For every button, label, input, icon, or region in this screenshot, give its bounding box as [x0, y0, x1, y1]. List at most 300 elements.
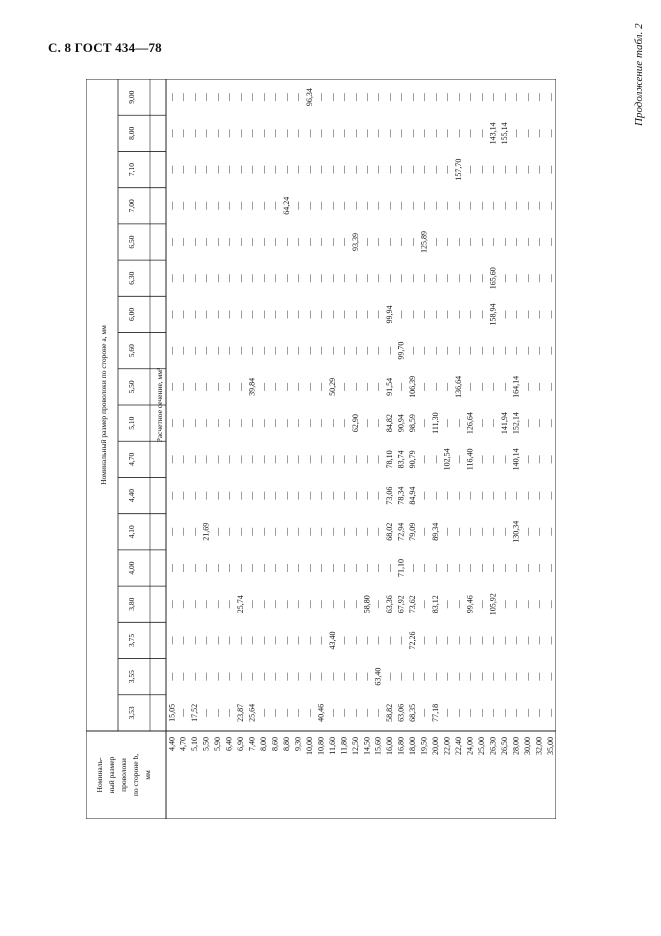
table-cell: — — [327, 93, 337, 102]
table-cell: — — [511, 564, 521, 572]
table-cell: — — [316, 310, 326, 319]
table-cell: 106,39 — [408, 375, 418, 398]
table-cell: — — [362, 274, 372, 283]
table-cell: — — [339, 419, 349, 428]
table-cell: 136,64 — [454, 375, 464, 398]
table-cell: — — [281, 708, 291, 717]
table-cell: — — [339, 636, 349, 645]
table-cell: — — [259, 419, 269, 428]
column-header: 7,00 — [127, 199, 136, 213]
table-cell: 67,92 — [396, 595, 406, 614]
table-cell: — — [201, 129, 211, 138]
table-cell: 165,60 — [488, 267, 498, 290]
table-cell: — — [304, 129, 314, 138]
table-continuation-label: Продолжение табл. 2 — [633, 23, 645, 126]
table-cell: — — [442, 274, 452, 283]
table-cell: — — [373, 419, 383, 428]
table-cell: — — [236, 310, 246, 319]
table-cell: — — [419, 201, 429, 210]
table-cell: — — [190, 455, 200, 464]
table-cell: — — [247, 165, 257, 174]
row-label: 10,00 — [304, 737, 314, 755]
table-cell: — — [373, 310, 383, 319]
table-cell: — — [350, 527, 360, 536]
table-cell: — — [213, 310, 223, 319]
row-label: 25,00 — [476, 737, 486, 755]
table-cell: — — [190, 600, 200, 609]
table-cell: — — [213, 382, 223, 391]
table-cell: — — [488, 238, 498, 246]
table-cell: — — [236, 165, 246, 174]
table-cell: — — [499, 382, 509, 391]
table-cell: — — [247, 600, 257, 609]
table-cell: — — [545, 201, 555, 210]
rotated-table — [86, 79, 556, 819]
table-cell: — — [224, 672, 234, 681]
table-cell: — — [316, 93, 326, 102]
table-cell: — — [213, 165, 223, 174]
table-cell: 89,34 — [431, 522, 441, 541]
table-cell: — — [396, 165, 406, 174]
table-cell: 99,70 — [396, 341, 406, 360]
table-cell: — — [247, 129, 257, 138]
row-label: 22,40 — [454, 737, 464, 755]
table-cell: — — [270, 274, 280, 283]
table-cell: — — [293, 491, 303, 500]
table-cell: — — [499, 636, 509, 645]
table-cell: — — [224, 238, 234, 246]
table-cell: — — [465, 672, 475, 681]
table-cell: — — [431, 636, 441, 645]
table-cell: — — [293, 129, 303, 138]
table-cell: 25,74 — [236, 595, 246, 614]
table-cell: — — [178, 491, 188, 500]
table-cell: — — [419, 310, 429, 319]
table-cell: — — [350, 455, 360, 464]
table-cell: — — [465, 129, 475, 138]
table-cell: 68,35 — [408, 703, 418, 722]
table-cell: — — [259, 310, 269, 319]
row-label: 20,00 — [431, 737, 441, 755]
table-cell: — — [534, 382, 544, 391]
table-cell: — — [511, 310, 521, 319]
table-cell: — — [293, 201, 303, 210]
table-cell: — — [213, 129, 223, 138]
table-cell: — — [201, 274, 211, 283]
table-cell: — — [224, 346, 234, 355]
table-cell: — — [499, 165, 509, 174]
table-cell: — — [224, 201, 234, 210]
table-cell: — — [236, 419, 246, 428]
table-cell: — — [362, 636, 372, 645]
table-cell: — — [534, 600, 544, 609]
table-cell: — — [454, 238, 464, 246]
table-cell: — — [373, 201, 383, 210]
table-cell: — — [408, 672, 418, 681]
table-cell: — — [476, 382, 486, 391]
table-cell: — — [247, 636, 257, 645]
table-cell: — — [316, 346, 326, 355]
table-cell: — — [350, 165, 360, 174]
row-header-line: мм — [143, 770, 152, 780]
table-cell: — — [499, 491, 509, 500]
table-cell: — — [465, 382, 475, 391]
row-label: 5,10 — [190, 737, 200, 751]
table-cell: — — [522, 93, 532, 102]
table-cell: — — [534, 346, 544, 355]
table-cell: — — [350, 672, 360, 681]
table-cell: — — [419, 274, 429, 283]
table-cell: — — [419, 346, 429, 355]
row-label: 30,00 — [522, 737, 532, 755]
table-cell: 64,24 — [281, 196, 291, 215]
table-cell: 63,40 — [373, 667, 383, 686]
table-cell: — — [270, 491, 280, 500]
table-cell: — — [373, 129, 383, 138]
table-cell: — — [327, 527, 337, 536]
row-header-line: проволоки — [119, 758, 128, 792]
table-cell: — — [545, 129, 555, 138]
row-label: 9,30 — [293, 737, 303, 751]
table-cell: — — [167, 238, 177, 246]
table-cell: — — [213, 708, 223, 717]
table-cell: — — [522, 600, 532, 609]
column-header: 5,10 — [127, 416, 136, 430]
table-cell: — — [236, 346, 246, 355]
table-cell: — — [350, 346, 360, 355]
table-cell: — — [442, 527, 452, 536]
table-cell: 77,18 — [431, 703, 441, 722]
table-cell: — — [442, 419, 452, 428]
table-cell: — — [396, 310, 406, 319]
table-cell: — — [534, 672, 544, 681]
row-label: 14,50 — [362, 737, 372, 755]
table-cell: — — [270, 93, 280, 102]
page-header: С. 8 ГОСТ 434—78 — [48, 40, 162, 55]
table-cell: — — [488, 455, 498, 464]
column-header: 4,00 — [127, 561, 136, 575]
row-label: 11,80 — [339, 737, 349, 755]
table-cell: — — [408, 274, 418, 283]
table-cell: — — [247, 672, 257, 681]
row-label: 8,00 — [259, 737, 269, 751]
table-cell: — — [396, 274, 406, 283]
table-cell: — — [236, 636, 246, 645]
table-cell: — — [545, 346, 555, 355]
table-cell: — — [522, 419, 532, 428]
table-cell: — — [362, 238, 372, 246]
table-cell: 164,14 — [511, 375, 521, 398]
table-cell: — — [316, 201, 326, 210]
table-cell: — — [408, 201, 418, 210]
table-cell: — — [499, 274, 509, 283]
table-cell: — — [178, 708, 188, 717]
table-cell: — — [373, 238, 383, 246]
table-cell: — — [534, 201, 544, 210]
table-cell: — — [190, 491, 200, 500]
table-cell: — — [431, 129, 441, 138]
row-label: 5,50 — [201, 737, 211, 751]
table-cell: — — [224, 600, 234, 609]
table-cell: 96,34 — [304, 88, 314, 107]
table-cell: — — [362, 564, 372, 572]
row-label: 24,00 — [465, 737, 475, 755]
table-cell: — — [339, 310, 349, 319]
table-grid — [86, 79, 556, 819]
table-cell: — — [167, 636, 177, 645]
column-header: 9,00 — [127, 90, 136, 104]
table-cell: — — [511, 93, 521, 102]
table-cell: — — [167, 346, 177, 355]
table-cell: — — [316, 564, 326, 572]
table-cell: — — [224, 564, 234, 572]
table-cell: — — [201, 382, 211, 391]
table-cell: 71,10 — [396, 559, 406, 577]
table-cell: — — [293, 455, 303, 464]
table-cell: — — [304, 310, 314, 319]
table-cell: — — [488, 708, 498, 717]
table-cell: — — [304, 708, 314, 717]
row-label: 8,80 — [281, 737, 291, 751]
table-cell: — — [431, 382, 441, 391]
table-cell: 84,94 — [408, 486, 418, 505]
table-cell: — — [488, 527, 498, 536]
table-cell: — — [522, 129, 532, 138]
table-cell: — — [201, 310, 211, 319]
table-cell: — — [431, 238, 441, 246]
row-label: 4,40 — [167, 737, 177, 751]
table-cell: — — [431, 346, 441, 355]
table-cell: — — [236, 93, 246, 102]
table-cell: — — [190, 93, 200, 102]
column-header: 6,00 — [127, 307, 136, 322]
table-cell: — — [511, 708, 521, 717]
column-header: 5,60 — [127, 344, 136, 358]
table-cell: — — [178, 274, 188, 283]
table-cell: — — [316, 238, 326, 246]
table-cell: — — [385, 672, 395, 681]
table-cell: — — [281, 419, 291, 428]
table-cell: — — [247, 491, 257, 500]
table-cell: — — [350, 636, 360, 645]
table-cell: — — [396, 636, 406, 645]
table-cell: — — [522, 346, 532, 355]
table-cell: — — [293, 419, 303, 428]
table-cell: — — [201, 491, 211, 500]
table-cell: — — [281, 564, 291, 572]
table-cell: — — [339, 274, 349, 283]
row-label: 19,50 — [419, 737, 429, 755]
table-cell: 72,26 — [408, 631, 418, 650]
table-cell: 73,62 — [408, 595, 418, 614]
table-cell: — — [213, 274, 223, 283]
table-cell: — — [201, 238, 211, 246]
column-header: 4,70 — [127, 452, 136, 466]
table-cell: 63,06 — [396, 703, 406, 722]
table-cell: — — [465, 491, 475, 500]
table-cell: — — [201, 455, 211, 464]
table-cell: — — [224, 491, 234, 500]
table-cell: — — [442, 600, 452, 609]
table-cell: — — [178, 310, 188, 319]
table-cell: — — [259, 455, 269, 464]
table-cell: — — [396, 238, 406, 246]
table-cell: — — [362, 165, 372, 174]
table-cell: — — [190, 527, 200, 536]
table-cell: — — [442, 636, 452, 645]
table-cell: — — [304, 382, 314, 391]
table-cell: — — [419, 636, 429, 645]
table-cell: — — [465, 564, 475, 572]
table-cell: — — [545, 165, 555, 174]
table-cell: — — [396, 129, 406, 138]
table-cell: — — [385, 564, 395, 572]
row-label: 26,50 — [499, 737, 509, 755]
table-cell: — — [259, 672, 269, 681]
row-label: 16,80 — [396, 737, 406, 755]
table-cell: — — [339, 527, 349, 536]
table-cell: — — [373, 491, 383, 500]
table-cell: — — [442, 93, 452, 102]
table-cell: — — [327, 672, 337, 681]
table-cell: — — [270, 201, 280, 210]
table-cell: — — [327, 310, 337, 319]
table-cell: — — [190, 274, 200, 283]
table-cell: — — [270, 346, 280, 355]
table-cell: — — [385, 274, 395, 283]
table-cell: — — [281, 455, 291, 464]
table-cell: — — [350, 382, 360, 391]
table-cell: — — [465, 527, 475, 536]
table-cell: — — [442, 708, 452, 717]
table-cell: — — [247, 419, 257, 428]
table-cell: — — [522, 491, 532, 500]
table-cell: — — [281, 346, 291, 355]
table-cell: — — [339, 708, 349, 717]
table-cell: — — [465, 346, 475, 355]
table-cell: — — [224, 708, 234, 717]
table-cell: — — [396, 201, 406, 210]
table-cell: — — [408, 129, 418, 138]
table-cell: — — [167, 527, 177, 536]
table-cell: — — [293, 636, 303, 645]
table-cell: — — [259, 708, 269, 717]
table-cell: — — [385, 201, 395, 210]
column-header: 3,55 — [127, 670, 136, 684]
table-cell: — — [339, 238, 349, 246]
table-cell: — — [270, 165, 280, 174]
table-cell: — — [304, 491, 314, 500]
table-cell: — — [259, 274, 269, 283]
table-cell: — — [213, 491, 223, 500]
table-cell: — — [454, 274, 464, 283]
table-cell: — — [316, 129, 326, 138]
table-cell: — — [385, 93, 395, 102]
table-cell: — — [293, 274, 303, 283]
table-cell: — — [488, 491, 498, 500]
table-cell: 152,14 — [511, 412, 521, 435]
table-cell: — — [476, 310, 486, 319]
table-cell: — — [293, 310, 303, 319]
table-cell: — — [442, 165, 452, 174]
table-cell: — — [442, 491, 452, 500]
table-cell: — — [499, 708, 509, 717]
table-cell: — — [190, 310, 200, 319]
table-cell: — — [511, 672, 521, 681]
table-cell: — — [419, 600, 429, 609]
table-cell: — — [316, 672, 326, 681]
row-label: 4,70 — [178, 737, 188, 751]
table-cell: 99,46 — [465, 595, 475, 614]
table-cell: — — [236, 564, 246, 572]
table-cell: 23,87 — [236, 703, 246, 722]
table-cell: — — [327, 165, 337, 174]
row-label: 16,00 — [385, 737, 395, 755]
table-cell: — — [488, 419, 498, 428]
table-cell: — — [213, 636, 223, 645]
table-cell: — — [304, 238, 314, 246]
table-cell: — — [270, 382, 280, 391]
table-cell: — — [476, 564, 486, 572]
table-cell: — — [213, 93, 223, 102]
table-cell: — — [362, 382, 372, 391]
row-label: 6,40 — [224, 737, 234, 751]
table-cell: — — [201, 165, 211, 174]
table-cell: 17,52 — [190, 703, 200, 722]
table-cell: — — [454, 564, 464, 572]
table-cell: — — [408, 93, 418, 102]
table-cell: 90,94 — [396, 414, 406, 433]
table-cell: — — [178, 93, 188, 102]
table-cell: — — [465, 93, 475, 102]
table-cell: — — [247, 201, 257, 210]
table-cell: — — [465, 165, 475, 174]
table-cell: — — [327, 419, 337, 428]
table-cell: — — [442, 564, 452, 572]
table-cell: — — [419, 129, 429, 138]
table-cell: — — [178, 129, 188, 138]
table-cell: — — [396, 382, 406, 391]
table-cell: — — [213, 201, 223, 210]
table-cell: — — [431, 165, 441, 174]
table-cell: — — [442, 672, 452, 681]
table-cell: — — [373, 564, 383, 572]
table-cell: — — [190, 165, 200, 174]
table-cell: — — [545, 708, 555, 717]
table-cell: — — [476, 93, 486, 102]
table-cell: — — [201, 346, 211, 355]
table-cell: — — [442, 238, 452, 246]
table-cell: — — [362, 455, 372, 464]
table-cell: — — [545, 310, 555, 319]
table-cell: — — [236, 382, 246, 391]
table-cell: — — [236, 491, 246, 500]
table-cell: — — [167, 129, 177, 138]
table-cell: — — [259, 636, 269, 645]
table-cell: — — [247, 274, 257, 283]
table-cell: — — [408, 310, 418, 319]
table-cell: 21,69 — [201, 522, 211, 541]
table-cell: — — [281, 310, 291, 319]
table-cell: — — [431, 93, 441, 102]
table-cell: — — [362, 129, 372, 138]
table-cell: — — [178, 600, 188, 609]
table-cell: — — [476, 455, 486, 464]
table-cell: — — [431, 274, 441, 283]
table-cell: — — [454, 455, 464, 464]
table-cell: — — [534, 274, 544, 283]
table-cell: — — [408, 238, 418, 246]
